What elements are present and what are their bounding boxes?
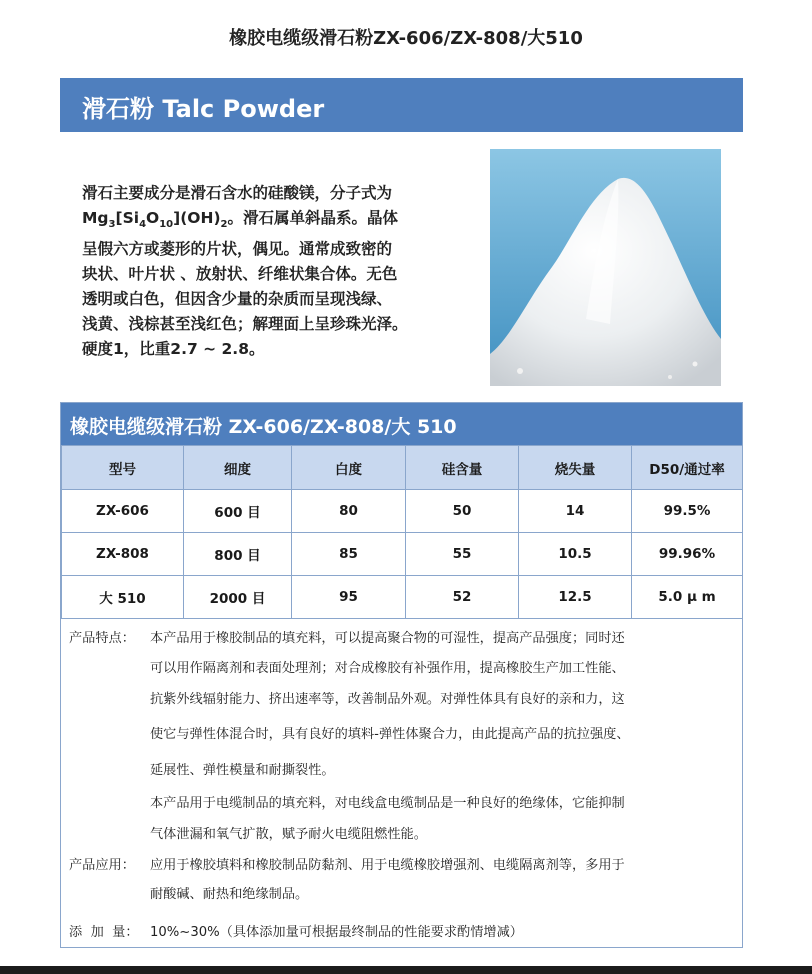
features-line: 本产品用于电缆制品的填充料，对电线盒电缆制品是一种良好的绝缘体，它能抑制 bbox=[150, 796, 625, 811]
formula-sub: 4 bbox=[139, 219, 147, 231]
application-line: 耐酸碱、耐热和绝缘制品。 bbox=[150, 887, 309, 902]
table-cell: 800 目 bbox=[184, 533, 292, 576]
features-line: 气体泄漏和氧气扩散，赋予耐火电缆阻燃性能。 bbox=[150, 827, 427, 842]
intro-line: 硬度1，比重2.7 ~ 2.8。 bbox=[82, 340, 265, 359]
table-cell: 99.5% bbox=[632, 490, 743, 533]
header-cell: D50/通过率 bbox=[632, 446, 743, 490]
table-cell: 52 bbox=[406, 576, 519, 619]
table-row bbox=[62, 490, 743, 533]
formula-sub: 10 bbox=[159, 219, 174, 231]
banner-title: 滑石粉 Talc Powder bbox=[82, 95, 325, 123]
intro-line: 滑石主要成分是滑石含水的硅酸镁，分子式为 bbox=[82, 184, 393, 202]
header-cell: 烧失量 bbox=[519, 446, 632, 490]
talc-powder-photo bbox=[490, 149, 721, 386]
features-line: 本产品用于橡胶制品的填充料，可以提高聚合物的可湿性，提高产品强度；同时还 bbox=[150, 631, 625, 646]
table-row bbox=[62, 533, 743, 576]
intro-formula-line bbox=[82, 206, 482, 237]
table-cell: 14 bbox=[519, 490, 632, 533]
table-cell: 600 目 bbox=[184, 490, 292, 533]
header-cell: 细度 bbox=[184, 446, 292, 490]
formula-part: [Si bbox=[115, 209, 140, 227]
intro-text bbox=[82, 181, 482, 362]
table-cell: 50 bbox=[406, 490, 519, 533]
formula-part: Mg bbox=[82, 209, 109, 227]
spec-card bbox=[60, 402, 743, 948]
dosage-text: 10%~30%（具体添加量可根据最终制品的性能要求酌情增减） bbox=[150, 925, 523, 940]
table-row bbox=[62, 576, 743, 619]
dosage-label: 添 加 量： bbox=[69, 925, 139, 940]
table-title: 橡胶电缆级滑石粉 ZX-606/ZX-808/大 510 bbox=[70, 416, 457, 438]
section-banner bbox=[60, 78, 743, 132]
formula-part: O bbox=[146, 209, 160, 227]
table-title-bar bbox=[61, 403, 742, 445]
page-title: 橡胶电缆级滑石粉ZX-606/ZX-808/大510 bbox=[229, 28, 583, 49]
table-cell: 5.0 μ m bbox=[632, 576, 743, 619]
header-cell: 白度 bbox=[292, 446, 406, 490]
table-cell: 80 bbox=[292, 490, 406, 533]
table-cell: 55 bbox=[406, 533, 519, 576]
table-cell: 大 510 bbox=[62, 576, 184, 619]
header-cell: 硅含量 bbox=[406, 446, 519, 490]
features-line: 延展性、弹性模量和耐撕裂性。 bbox=[150, 763, 335, 778]
intro-line: 透明或白色，但因含少量的杂质而呈现浅绿、 bbox=[82, 290, 393, 309]
formula-sub: 3 bbox=[108, 219, 116, 231]
intro-line: 浅黄、浅棕甚至浅红色；解理面上呈珍珠光泽。 bbox=[82, 315, 408, 334]
table-cell: 99.96% bbox=[632, 533, 743, 576]
features-line: 抗紫外线辐射能力、挤出速率等，改善制品外观。对弹性体具有良好的亲和力，这 bbox=[150, 692, 625, 707]
table-header-row bbox=[62, 446, 743, 490]
features-line: 可以用作隔离剂和表面处理剂；对合成橡胶有补强作用，提高橡胶生产加工性能、 bbox=[150, 661, 625, 676]
features-line: 使它与弹性体混合时，具有良好的填料-弹性体聚合力，由此提高产品的抗拉强度、 bbox=[150, 727, 630, 742]
formula-sub: 2 bbox=[220, 219, 228, 231]
intro-line: 呈假六方或菱形的片状，偶见。通常成致密的 bbox=[82, 240, 393, 259]
table-cell: 2000 目 bbox=[184, 576, 292, 619]
formula-tail: 。滑石属单斜晶系。晶体 bbox=[227, 209, 399, 227]
spec-table bbox=[61, 445, 743, 619]
application-line: 应用于橡胶填料和橡胶制品防黏剂、用于电缆橡胶增强剂、电缆隔离剂等，多用于 bbox=[150, 858, 625, 873]
table-cell: 10.5 bbox=[519, 533, 632, 576]
formula-part: ](OH) bbox=[173, 209, 221, 227]
table-cell: ZX-606 bbox=[62, 490, 184, 533]
table-cell: 95 bbox=[292, 576, 406, 619]
table-cell: 12.5 bbox=[519, 576, 632, 619]
table-cell: 85 bbox=[292, 533, 406, 576]
bottom-bar bbox=[0, 966, 812, 974]
header-cell: 型号 bbox=[62, 446, 184, 490]
features-label: 产品特点： bbox=[69, 631, 135, 646]
table-cell: ZX-808 bbox=[62, 533, 184, 576]
powder-pile-image bbox=[490, 149, 721, 386]
intro-line: 块状、叶片状 、放射状、纤维状集合体。无色 bbox=[82, 265, 398, 284]
application-label: 产品应用： bbox=[69, 858, 135, 873]
